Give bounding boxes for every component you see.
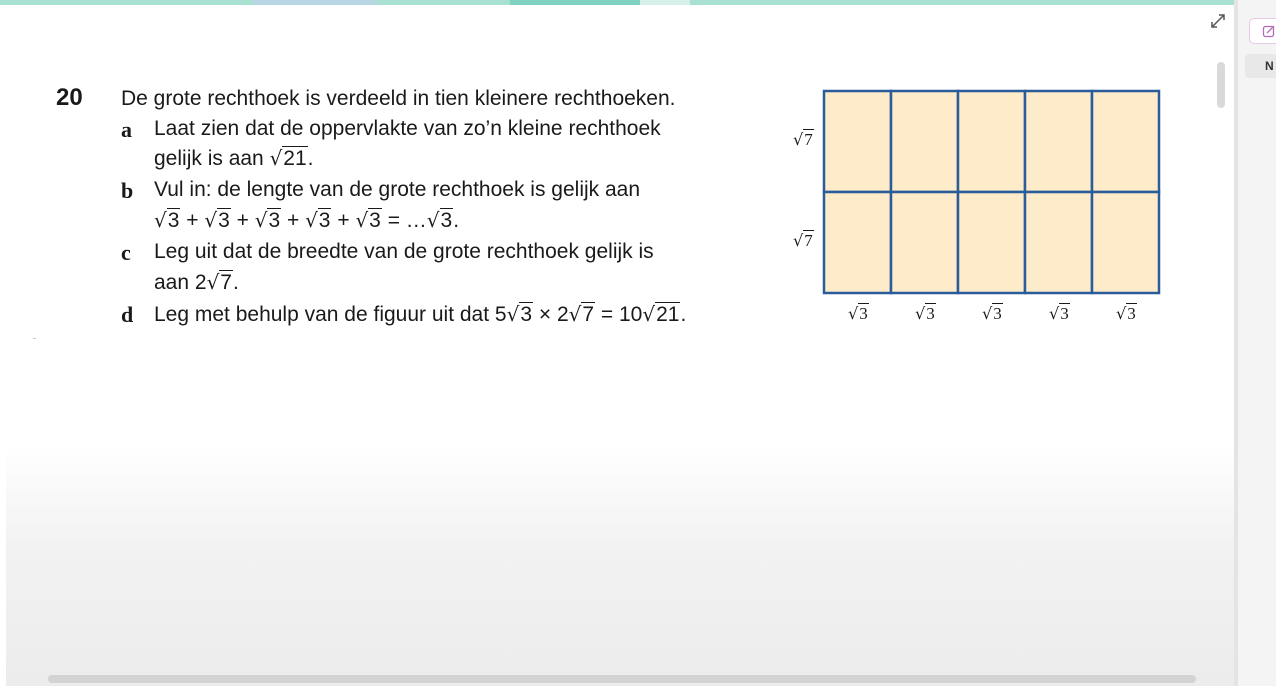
part-b-radicand: 3: [268, 209, 281, 232]
grid-cell: [1092, 91, 1159, 192]
expand-icon[interactable]: [1209, 12, 1227, 30]
equals-sign: =: [387, 209, 400, 232]
part-a-letter: a: [121, 117, 132, 142]
sqrt-sign: √: [506, 302, 520, 326]
part-b-radicand: 3: [369, 209, 381, 232]
sqrt-sign: √: [1049, 304, 1060, 323]
sqrt-sign: √: [568, 302, 582, 326]
grid-cell: [958, 192, 1025, 293]
col-label-4: [1049, 303, 1070, 324]
sqrt-sign: √: [254, 208, 268, 232]
side-tab[interactable]: N: [1245, 54, 1276, 78]
sqrt-sign: √: [426, 208, 440, 232]
col-label-1-radicand: 3: [859, 304, 868, 323]
grid-cell: [1025, 91, 1092, 192]
part-d-coef3: 10: [619, 303, 643, 326]
part-d-rad1: 3: [520, 303, 532, 326]
grid-cell: [824, 91, 891, 192]
vertical-scrollbar[interactable]: [1217, 62, 1225, 108]
rectangle-grid-figure: [818, 85, 1168, 300]
part-a-line2: [154, 146, 313, 171]
sqrt-sign: √: [206, 270, 220, 294]
col-label-1: [848, 303, 869, 324]
sqrt-sign: √: [642, 302, 656, 326]
edit-icon: [1262, 24, 1276, 38]
part-c-line2-prefix: aan 2: [154, 271, 207, 294]
grid-cell: [891, 91, 958, 192]
part-b-suffix: .: [453, 209, 460, 232]
side-panel: [1238, 0, 1276, 686]
part-a-line1: Laat zien dat de oppervlakte van zo’n kleine rechthoek: [154, 117, 661, 140]
sqrt-sign: √: [154, 208, 167, 232]
sqrt-sign: √: [848, 304, 859, 323]
row-label-2: [793, 230, 814, 251]
part-b-radicand: 3: [218, 209, 230, 232]
sqrt-sign: √: [355, 208, 369, 232]
part-c-line2-suffix: .: [232, 271, 239, 294]
col-label-3: [982, 303, 1003, 324]
plus-sign: +: [337, 209, 350, 232]
col-label-4-radicand: 3: [1060, 304, 1069, 323]
part-b-radicand: 3: [440, 209, 453, 232]
grid-cell: [1025, 192, 1092, 293]
row-label-1: [793, 129, 814, 150]
grid-cell: [1092, 192, 1159, 293]
part-d-coef2: 2: [556, 303, 569, 326]
part-c-letter: c: [121, 240, 131, 265]
grid-cell: [891, 192, 958, 293]
question-intro: De grote rechthoek is verdeeld in tien kleinere rechthoeken.: [121, 87, 676, 110]
part-d-suffix: .: [680, 303, 687, 326]
part-a-radicand: 21: [283, 147, 307, 170]
times-sign: ×: [538, 303, 552, 326]
sqrt-sign: √: [982, 304, 993, 323]
part-c-line1: Leg uit dat de breedte van de grote rechthoek gelijk is: [154, 240, 654, 263]
grid-cell: [958, 91, 1025, 192]
part-d-letter: d: [121, 302, 134, 327]
part-d-prefix: Leg met behulp van de figuur uit dat 5: [154, 303, 507, 326]
row-label-2-radicand: 7: [804, 231, 813, 250]
grid-cell: [824, 192, 891, 293]
part-c-line2: [154, 270, 239, 295]
plus-sign: +: [236, 209, 249, 232]
col-label-5: [1116, 303, 1137, 324]
part-d-rad2: 7: [582, 303, 595, 326]
margin-mark: [33, 338, 36, 339]
answer-blank: …: [405, 209, 427, 232]
col-label-5-radicand: 3: [1127, 304, 1136, 323]
sqrt-sign: √: [915, 304, 926, 323]
equals-sign: =: [600, 303, 614, 326]
col-label-2-radicand: 3: [926, 304, 935, 323]
sqrt-sign: √: [204, 208, 218, 232]
plus-sign: +: [286, 209, 300, 232]
sqrt-sign: √: [1116, 304, 1127, 323]
part-a-line2-suffix: .: [307, 147, 314, 170]
col-label-2: [915, 303, 936, 324]
part-b-radicand: 3: [318, 209, 331, 232]
part-b-letter: b: [121, 178, 134, 203]
question-number: 20: [56, 84, 83, 111]
sqrt-sign: √: [793, 231, 804, 250]
plus-sign: +: [186, 209, 199, 232]
part-a-line2-prefix: gelijk is aan: [154, 147, 270, 170]
col-label-3-radicand: 3: [993, 304, 1002, 323]
part-b-line2: [154, 208, 459, 233]
row-label-1-radicand: 7: [804, 130, 813, 149]
part-d-rad3: 21: [656, 303, 680, 326]
part-c-radicand: 7: [220, 271, 232, 294]
sqrt-sign: √: [793, 130, 804, 149]
sqrt-sign: √: [305, 208, 318, 232]
part-d-line: [154, 302, 686, 327]
part-b-line1: Vul in: de lengte van de grote rechthoek is gelijk aan: [154, 178, 641, 201]
horizontal-scrollbar[interactable]: [48, 675, 1196, 683]
part-b-radicand: 3: [167, 209, 180, 232]
sqrt-sign: √: [269, 146, 283, 170]
